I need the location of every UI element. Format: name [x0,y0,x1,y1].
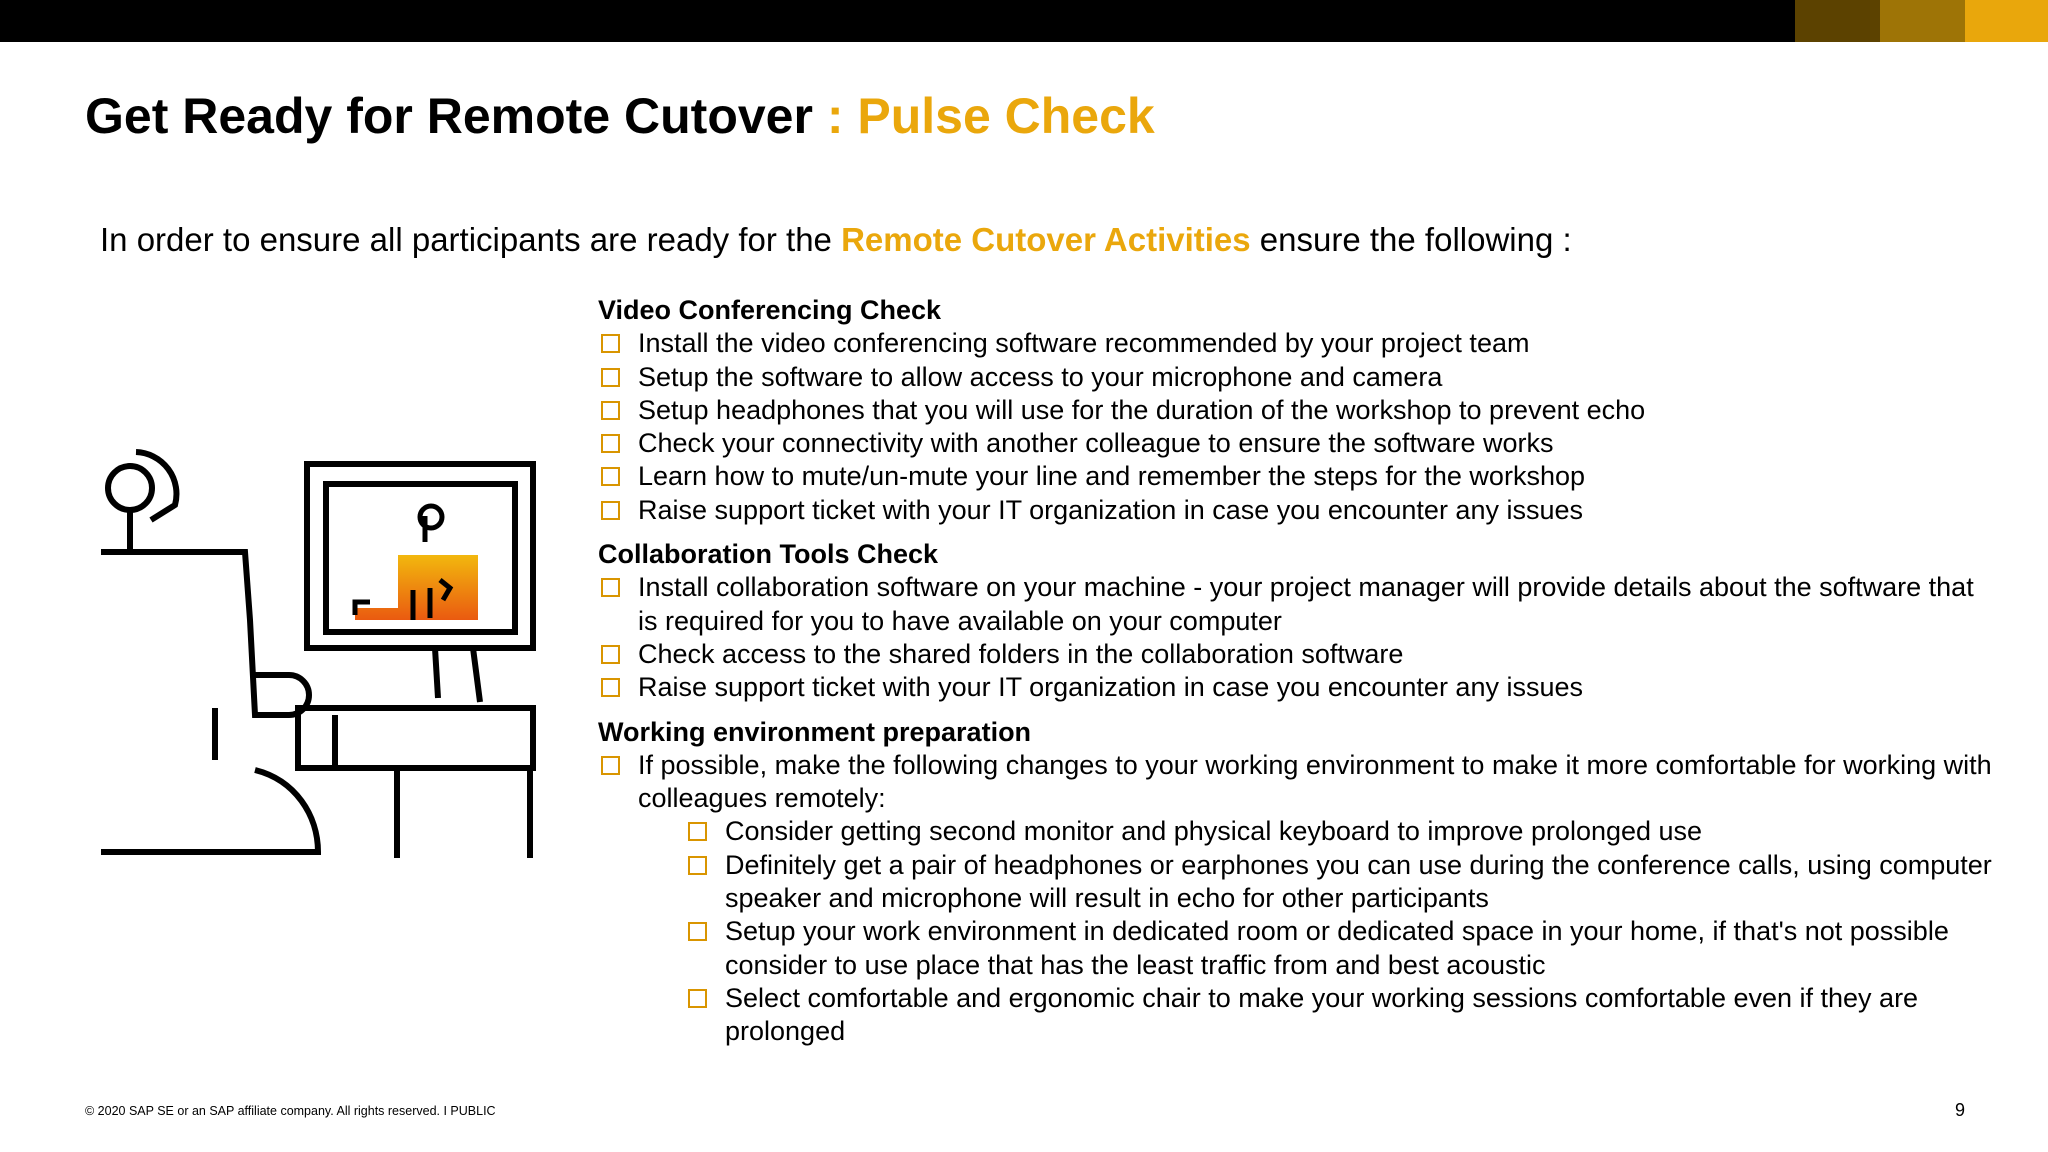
checkbox-icon [601,467,619,485]
checklist-item [598,494,1998,527]
section-video-conferencing [598,294,1998,527]
person-at-computer-video-call-icon [95,430,545,870]
checklist-item-text: Raise support ticket with your IT organization in case you encounter any issues [638,672,1583,703]
checkbox-icon [601,578,619,596]
checklist-subitem [598,915,1998,982]
checklist-item-text: Setup headphones that you will use for the duration of the workshop to prevent echo [638,394,1646,425]
section-collaboration-tools [598,538,1998,704]
intro-before: In order to ensure all participants are ready for the [100,221,842,258]
top-bar-accent-dark [1795,0,1880,42]
checklist-item [598,394,1998,427]
checklist-item [598,671,1998,704]
checklist-subitem-text: Setup your work environment in dedicated room or dedicated space in your home, if that's not possible consider to use place that has the least traffic from and best acoustic [725,916,1949,980]
checklist-item [598,460,1998,493]
top-bar-accent-gold [1965,0,2048,42]
checkbox-icon [601,678,619,696]
checkbox-icon [601,368,619,386]
slide-title-main: Get Ready for Remote Cutover [85,88,827,144]
checklist-item [598,571,1998,638]
section-heading: Video Conferencing Check [598,295,942,325]
checkbox-icon [601,434,619,452]
top-bar-accent-mid [1880,0,1965,42]
checklist-subitem [598,849,1998,916]
checklist-subitem [598,982,1998,1049]
checklist-subitem-text: Select comfortable and ergonomic chair to make your working sessions comfortable even if they are prolonged [725,982,1919,1047]
checklist-item-text: Raise support ticket with your IT organization in case you encounter any issues [638,494,1583,525]
checklist-item-text: Learn how to mute/un-mute your line and remember the steps for the workshop [638,461,1585,492]
checkbox-icon [688,989,706,1007]
checkbox-icon [601,756,619,774]
intro-highlight: Remote Cutover Activities [841,221,1251,258]
checklist-subitem [598,815,1998,848]
checklist-item [598,427,1998,460]
footer-copyright: © 2020 SAP SE or an SAP affiliate company. All rights reserved. I PUBLIC [85,1104,496,1118]
section-heading: Working environment preparation [598,716,1032,747]
checklist-item [598,361,1998,394]
checklist-subitem-text: Consider getting second monitor and physical keyboard to improve prolonged use [725,816,1703,847]
checklist-item-text: Check your connectivity with another colleague to ensure the software works [638,428,1554,459]
section-heading: Collaboration Tools Check [598,539,939,570]
checklist-item-text: Install the video conferencing software recommended by your project team [638,328,1530,359]
intro-text [100,220,1572,260]
checkbox-icon [688,922,706,940]
checklist-item [598,749,1998,816]
checklist-content [598,294,1998,1060]
checklist-item-text: If possible, make the following changes to your working environment to make it more comfortable for working with colleagues remotely: [638,749,1992,814]
checklist-item-text: Install collaboration software on your machine - your project manager will provide details about the software that is required for you to have available on your computer [638,572,1974,636]
page-number: 9 [1954,1100,1965,1120]
checkbox-icon [601,334,619,352]
checkbox-icon [688,856,706,874]
checklist-item-text: Check access to the shared folders in the collaboration software [638,638,1404,669]
checkbox-icon [601,501,619,519]
slide-title-accent: : Pulse Check [826,88,1155,144]
checklist-subitem-text: Definitely get a pair of headphones or earphones you can use during the conference calls, using computer speaker and microphone will result in echo for other participants [725,849,1992,914]
checkbox-icon [601,401,619,419]
intro-after: ensure the following : [1250,221,1572,258]
checklist-item-text: Setup the software to allow access to your microphone and camera [638,361,1443,392]
checklist-item [598,327,1998,360]
section-working-environment [598,716,1998,1049]
checkbox-icon [688,822,706,840]
checklist-item [598,638,1998,671]
top-bar [0,0,2048,42]
slide-title [85,86,1155,146]
checkbox-icon [601,645,619,663]
